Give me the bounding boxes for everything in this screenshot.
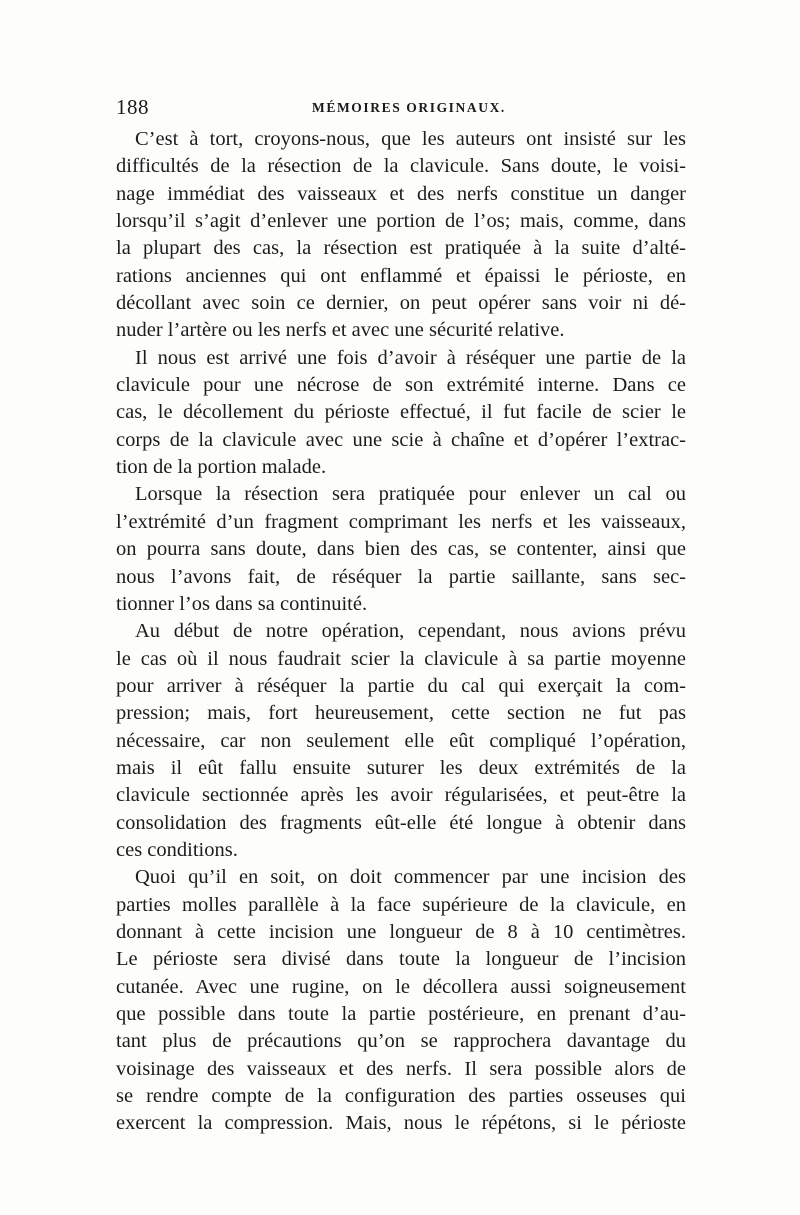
text-line: rations anciennes qui ont enflammé et épaissi le périoste, en <box>116 264 686 287</box>
text-line: clavicule pour une nécrose de son extrémité interne. Dans ce <box>116 374 686 397</box>
text-line: mais il eût fallu ensuite suturer les deux extrémités de la <box>116 756 686 779</box>
text-line: consolidation des fragments eût-elle été longue à obtenir dans <box>116 811 686 834</box>
text-line: nous l’avons fait, de réséquer la partie saillante, sans sec- <box>116 565 686 588</box>
text-line: Il nous est arrivé une fois d’avoir à réséquer une partie de la <box>135 346 686 369</box>
text-line: pression; mais, fort heureusement, cette section ne fut pas <box>116 702 686 725</box>
text-line: tionner l’os dans sa continuité. <box>116 592 368 615</box>
text-line: on pourra sans doute, dans bien des cas, se contenter, ainsi que <box>116 538 686 561</box>
body-text <box>116 126 686 1138</box>
text-line: nuder l’artère ou les nerfs et avec une sécurité relative. <box>116 319 565 342</box>
text-line: cas, le décollement du périoste effectué, il fut facile de scier le <box>116 401 686 424</box>
text-line: Quoi qu’il en soit, on doit commencer par une incision des <box>135 866 686 889</box>
text-line: que possible dans toute la partie postérieure, en prenant d’au- <box>116 1003 686 1025</box>
running-head: MÉMOIRES ORIGINAUX. <box>312 100 506 115</box>
text-line: la plupart des cas, la résection est pratiquée à la suite d’alté- <box>116 237 686 260</box>
text-line: tant plus de précautions qu’on se rapprochera davantage du <box>116 1030 686 1053</box>
text-line: ces conditions. <box>116 838 238 861</box>
text-line: le cas où il nous faudrait scier la clavicule à sa partie moyenne <box>116 647 686 670</box>
page-header <box>116 95 686 121</box>
text-line: clavicule sectionnée après les avoir régularisées, et peut-être la <box>116 784 686 807</box>
text-line: tion de la portion malade. <box>116 456 327 479</box>
text-line: corps de la clavicule avec une scie à chaîne et d’opérer l’extrac- <box>116 428 686 451</box>
text-line: cutanée. Avec une rugine, on le décollera aussi soigneusement <box>116 975 686 998</box>
text-line: Lorsque la résection sera pratiquée pour enlever un cal ou <box>135 483 686 506</box>
text-line: difficultés de la résection de la clavicule. Sans doute, le voisi- <box>116 155 686 178</box>
text-line: C’est à tort, croyons-nous, que les auteurs ont insisté sur les <box>135 128 686 150</box>
text-line: décollant avec soin ce dernier, on peut opérer sans voir ni dé- <box>116 292 686 315</box>
text-line: l’extrémité d’un fragment comprimant les nerfs et les vaisseaux, <box>116 510 686 533</box>
text-line: Le périoste sera divisé dans toute la longueur de l’incision <box>116 948 686 971</box>
text-line: voisinage des vaisseaux et des nerfs. Il sera possible alors de <box>116 1057 686 1080</box>
text-line: pour arriver à réséquer la partie du cal qui exerçait la com- <box>116 674 686 697</box>
text-line: donnant à cette incision une longueur de 8 à 10 centimètres. <box>116 920 686 943</box>
text-line: nécessaire, car non seulement elle eût compliqué l’opération, <box>116 729 686 752</box>
text-line: exercent la compression. Mais, nous le répétons, si le périoste <box>116 1112 686 1135</box>
text-line: lorsqu’il s’agit d’enlever une portion de l’os; mais, comme, dans <box>116 210 686 233</box>
page-number: 188 <box>116 95 149 119</box>
text-line: parties molles parallèle à la face supérieure de la clavicule, en <box>116 893 686 916</box>
text-line: Au début de notre opération, cependant, nous avions prévu <box>135 620 686 643</box>
text-line: nage immédiat des vaisseaux et des nerfs constitue un danger <box>116 182 686 205</box>
text-line: se rendre compte de la configuration des parties osseuses qui <box>116 1085 686 1108</box>
